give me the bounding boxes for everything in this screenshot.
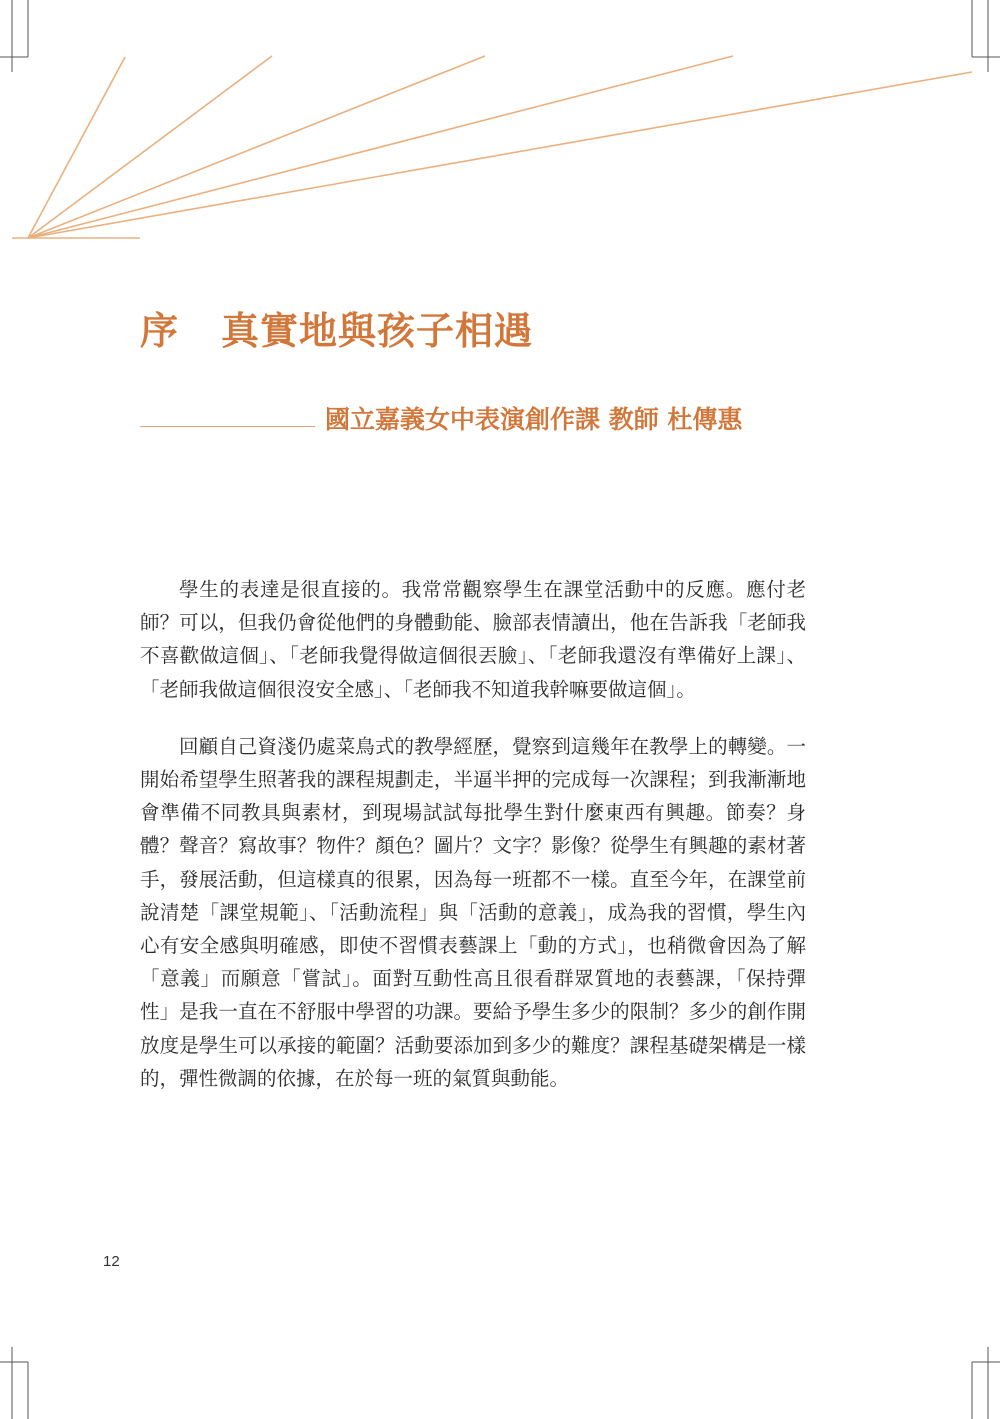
- chapter-title-prefix: 序: [140, 308, 180, 353]
- page-number: 12: [103, 1253, 120, 1270]
- paragraph: 學生的表達是很直接的。我常常觀察學生在課堂活動中的反應。應付老師？可以，但我仍會從他們的身體動能、臉部表情讀出，他在告訴我「老師我不喜歡做這個」、「老師我覺得做這個很丟臉」、「老師我還沒有準備好上課」、「老師我做這個很沒安全感」、「老師我不知道我幹嘛要做這個」。: [140, 578, 806, 701]
- crop-mark-top-left: [0, 0, 40, 80]
- crop-mark-bottom-right: [960, 1339, 1000, 1419]
- crop-mark-bottom-left: [0, 1339, 40, 1419]
- body-text: [140, 573, 806, 1095]
- paragraph: 回顧自己資淺仍處菜鳥式的教學經歷，覺察到這幾年在教學上的轉變。一開始希望學生照著我的課程規劃走，半逼半押的完成每一次課程；到我漸漸地會準備不同教具與素材，到現場試試每批學生對什麼東西有興趣。節奏？身體？聲音？寫故事？物件？顏色？圖片？文字？影像？從學生有興趣的素材著手，發展活動，但這樣真的很累，因為每一班都不一樣。直至今年，在課堂前說清楚「課堂規範」、「活動流程」與「活動的意義」，成為我的習慣，學生內心有安全感與明確感，即使不習慣表藝課上「動的方式」，也稍微會因為了解「意義」而願意「嘗試」。面對互動性高且很看群眾質地的表藝課，「保持彈性」是我一直在不舒服中學習的功課。要給予學生多少的限制？多少的創作開放度是學生可以承接的範圍？活動要添加到多少的難度？課程基礎架構是一樣的，彈性微調的依據，在於每一班的氣質與動能。: [140, 734, 806, 1090]
- chapter-title-main: 真實地與孩子相遇: [221, 308, 534, 353]
- byline-rule: [140, 426, 315, 427]
- decorative-ray-lines: [0, 0, 1000, 260]
- crop-mark-top-right: [960, 0, 1000, 80]
- author-byline: 國立嘉義女中表演創作課 教師 杜傳惠: [325, 405, 743, 434]
- chapter-title: [140, 300, 533, 355]
